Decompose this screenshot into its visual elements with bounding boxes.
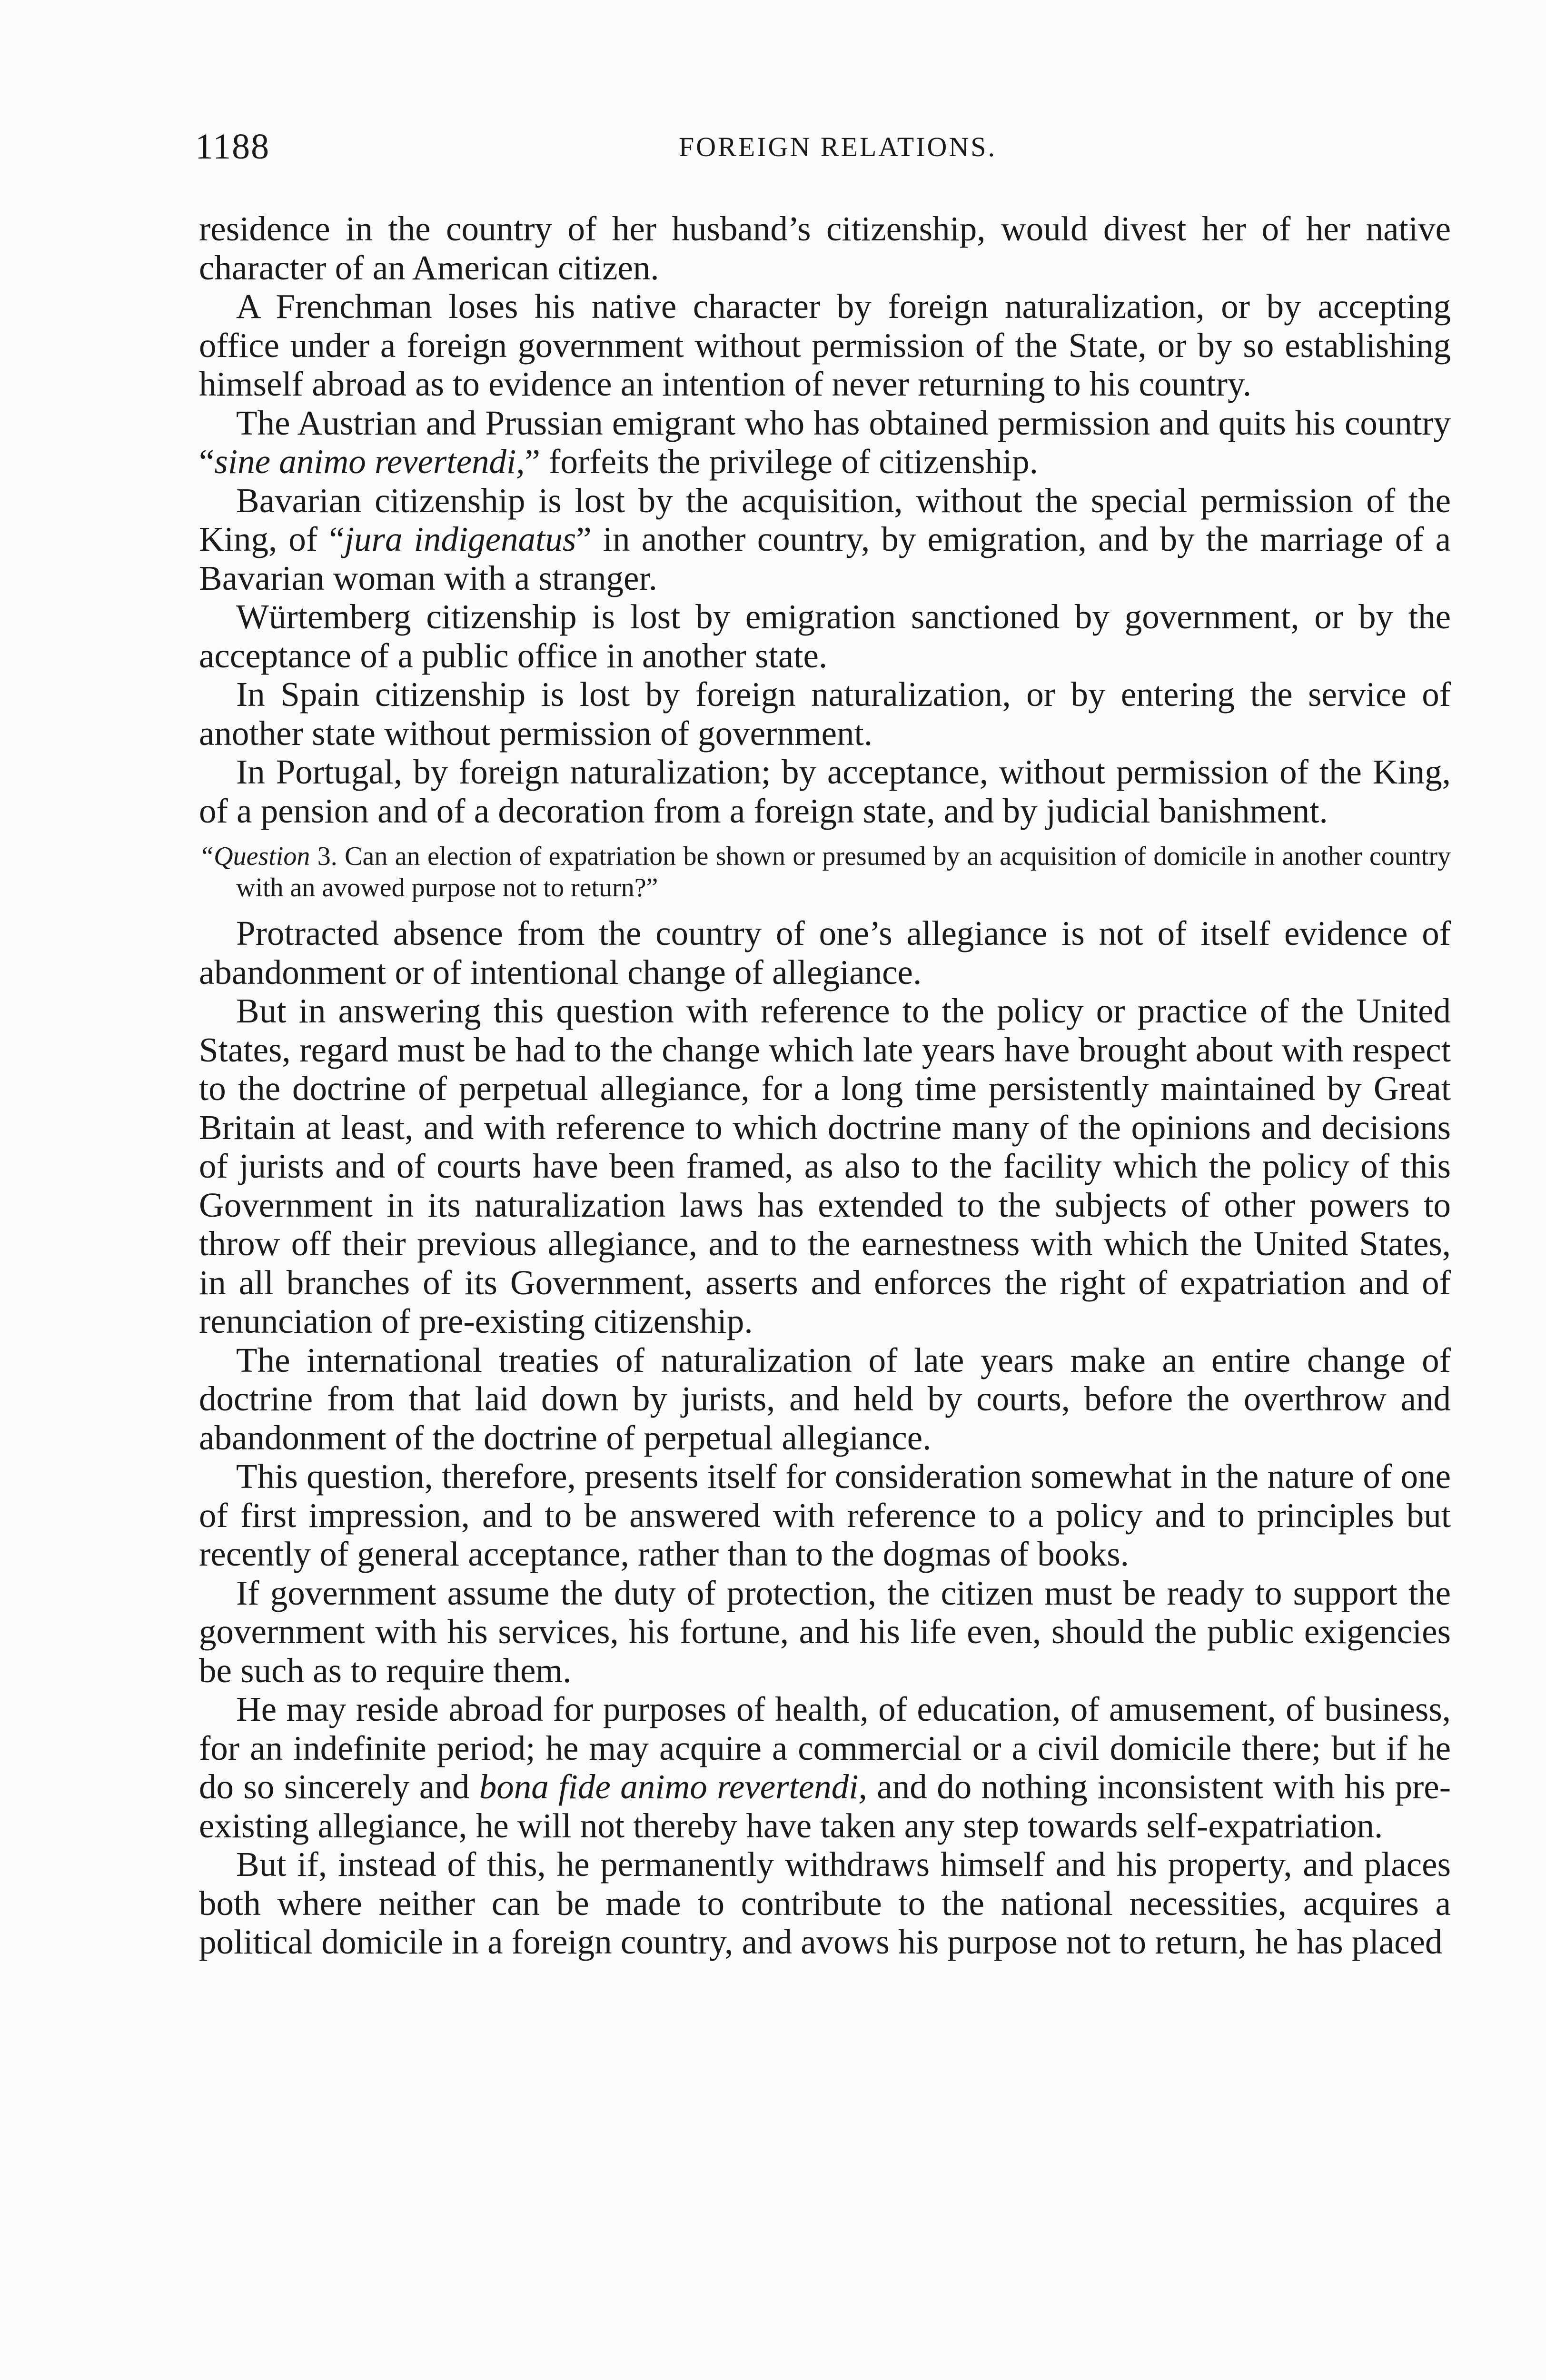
paragraph-permanent-withdrawal: But if, instead of this, he permanently withdraws himself and his property, and places both where neither can be made to contribute to the national necessities, acquires a political domicile in a foreign country, and avows his purpose not to return, he has placed [199, 1845, 1451, 1961]
paragraph-frenchman: A Frenchman loses his native character by foreign naturalization, or by accepting office under a foreign government without permission of the State, or by so establishing himself abroad as to evidence an intention of never returning to his country. [199, 287, 1451, 403]
text-run: The Austrian and Prussian emigrant who has obtained permission and quits his country “ [199, 403, 1451, 481]
paragraph-united-states-policy: But in answering this question with reference to the policy or practice of the United States, regard must be had to the change which late years have brought about with respect to the doctrine of perpetual allegiance, for a long time persistently maintained by Great Britain at least, and with reference to which doctrine many of the opinions and decisions of jurists and of courts have been framed, as also to the facility which the policy of this Government in its naturalization laws has extended to the subjects of other powers to throw off their previous allegiance, and to the earnestness with which the United States, in all branches of its Government, asserts and enforces the right of expatriation and of renunciation of pre-existing citizenship. [199, 992, 1451, 1340]
paragraph-reside-abroad [199, 1690, 1451, 1845]
paragraph-international-treaties: The international treaties of naturalization of late years make an entire change of doctrine from that laid down by jurists, and held by courts, before the overthrow and abandonment of the doctrine of perpetual allegiance. [199, 1340, 1451, 1457]
text-run: and do nothing inconsistent with his pre-existing allegiance, he will not thereby have taken any step towards self-expatriation. [199, 1767, 1451, 1845]
paragraph-spain: In Spain citizenship is lost by foreign naturalization, or by entering the service of another state without permission of government. [199, 675, 1451, 753]
page-number: 1188 [195, 127, 270, 167]
page-header [195, 126, 1480, 169]
paragraph-bavarian [199, 481, 1451, 598]
question-label: “Question [199, 842, 310, 871]
text-run: He may reside abroad for purposes of health, of education, of amusement, of business, for an indefinite period; he may acquire a commercial or a civil domicile there; but if he do so sincerely and [199, 1690, 1451, 1806]
paragraph-portugal: In Portugal, by foreign naturalization; by acceptance, without permission of the King, of a pension and of a decoration from a foreign state, and by judicial banishment. [199, 753, 1451, 830]
text-run: ” in another country, by emigration, and by the marriage of a Bavarian woman with a stranger. [199, 520, 1451, 597]
question-text: 3. Can an election of expatriation be shown or presumed by an acquisition of domicile in another country with an avowed purpose not to return?” [236, 842, 1451, 902]
paragraph-wurtemberg: Würtemberg citizenship is lost by emigration sanctioned by government, or by the acceptance of a public office in another state. [199, 597, 1451, 675]
paragraph-duty-of-protection: If government assume the duty of protection, the citizen must be ready to support the government with his services, his fortune, and his life even, should the public exigencies be such as to require them. [199, 1573, 1451, 1690]
running-title: FOREIGN RELATIONS. [678, 131, 997, 162]
paragraph-protracted-absence: Protracted absence from the country of one’s allegiance is not of itself evidence of abandonment or of intentional change of allegiance. [199, 914, 1451, 992]
paragraph-1: residence in the country of her husband’s citizenship, would divest her of her native character of an American citizen. [199, 209, 1451, 287]
italic-phrase: sine animo revertendi, [214, 442, 525, 481]
question-3 [199, 841, 1451, 903]
text-run: Bavarian citizenship is lost by the acquisition, without the special permission of the King, of “ [199, 481, 1451, 558]
paragraph-first-impression: This question, therefore, presents itself for consideration somewhat in the nature of one of first impression, and to be answered with reference to a policy and to principles but recently of general acceptance, rather than to the dogmas of books. [199, 1457, 1451, 1573]
paragraph-austrian-prussian [199, 404, 1451, 481]
italic-phrase: jura indigenatus [344, 520, 576, 558]
italic-phrase: bona fide animo revertendi, [479, 1767, 867, 1806]
text-run: ” forfeits the privilege of citizenship. [525, 442, 1038, 481]
body-text [199, 209, 1451, 1962]
